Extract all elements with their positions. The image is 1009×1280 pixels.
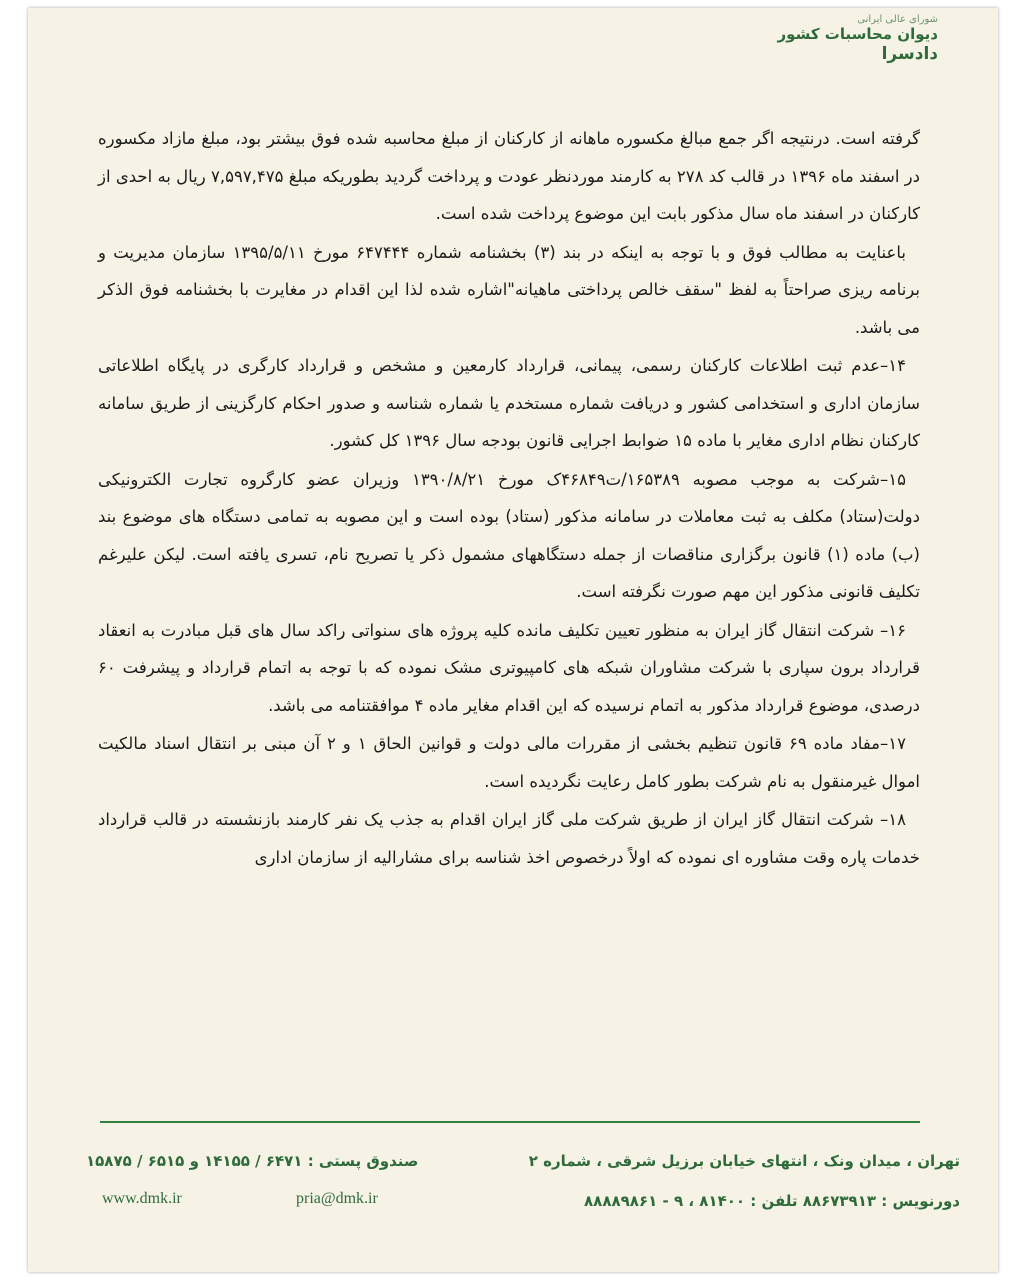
department-name: دادسرا [881, 44, 938, 64]
footer-po-box: صندوق پستی : ۶۴۷۱ / ۱۴۱۵۵ و ۶۵۱۵ / ۱۵۸۷۵ [86, 1152, 419, 1170]
letterhead-top-line: شورای عالی ایرانی [857, 14, 938, 25]
footer-divider [100, 1121, 920, 1123]
letterhead-footer [48, 1144, 978, 1224]
paragraph-item-17: ۱۷–مفاد ماده ۶۹ قانون تنظیم بخشی از مقررات مالی دولت و قوانین الحاق ۱ و ۲ آن مبنی بر انتقال اسناد مالکیت اموال غیرمنقول به نام شرکت بطور کامل رعایت نگردیده است. [98, 734, 920, 791]
footer-email: pria@dmk.ir [296, 1190, 378, 1207]
footer-phone-fax: دورنویس : ۸۸۶۷۳۹۱۳ تلفن : ۸۱۴۰۰ ، ۹ - ۸۸۸۸۹۸۶۱ [584, 1192, 960, 1210]
paragraph-item-16: ۱۶– شرکت انتقال گاز ایران به منظور تعیین تکلیف مانده کلیه پروژه های سنواتی راکد سال های قبل مبادرت به انعقاد قرارداد برون سپاری با شرکت مشاوران شبکه های کامپیوتری مشک نموده که با توجه به اتمام قرارداد و پیشرفت ۶۰ درصدی، موضوع قرارداد مذکور به اتمام نرسیده که این اقدام مغایر ماده ۴ موافقتنامه می باشد. [98, 620, 920, 715]
organization-name: دیوان محاسبات کشور [777, 25, 938, 43]
paragraph-item-14: ۱۴–عدم ثبت اطلاعات کارکنان رسمی، پیمانی، قرارداد کارمعین و مشخص و قرارداد کارگری در پایگاه اطلاعاتی سازمان اداری و استخدامی کشور و دریافت شماره مستخدم یا شماره شناسه و صدور احکام کارگزینی از طریق سامانه کارکنان نظام اداری مغایر با ماده ۱۵ ضوابط اجرایی قانون بودجه سال ۱۳۹۶ کل کشور. [98, 356, 920, 450]
letterhead-header [698, 14, 938, 65]
document-page [28, 8, 998, 1272]
paragraph-item-18: ۱۸– شرکت انتقال گاز ایران از طریق شرکت ملی گاز ایران اقدام به جذب یک نفر کارمند بازنشسته در قالب قرارداد خدمات پاره وقت مشاوره ای نموده که اولاً درخصوص اخذ شناسه برای مشارالیه از سازمان اداری [98, 810, 920, 867]
paragraph-continuation: گرفته است. درنتیجه اگر جمع مبالغ مکسوره ماهانه از کارکنان از مبلغ محاسبه شده فوق بیشتر بود، مبلغ مازاد مکسوره در اسفند ماه ۱۳۹۶ در قالب کد ۲۷۸ به کارمند موردنظر عودت و پرداخت گردید بطوریکه مبلغ ۷,۵۹۷,۴۷۵ ریال به احدی از کارکنان در اسفند ماه سال مذکور بابت این موضوع پرداخت شده است. [98, 129, 920, 223]
footer-website: www.dmk.ir [102, 1190, 182, 1207]
paragraph-item-15: ۱۵–شرکت به موجب مصوبه ۱۶۵۳۸۹/ت۴۶۸۴۹ک مورخ ۱۳۹۰/۸/۲۱ وزیران عضو کارگروه تجارت الکترونیکی دولت(ستاد) مکلف به ثبت معاملات در سامانه مذکور (ستاد) بوده است و این مصوبه به تمامی دستگاه های موضوع بند (ب) ماده (۱) قانون برگزاری مناقصات از جمله دستگاههای مشمول ذکر یا تصریح نام، تسری یافته است. لیکن علیرغم تکلیف قانونی مذکور این مهم صورت نگرفته است. [98, 469, 920, 601]
document-body [98, 120, 920, 877]
paragraph-conclusion: باعنایت به مطالب فوق و با توجه به اینکه در بند (۳) بخشنامه شماره ۶۴۷۴۴۴ مورخ ۱۳۹۵/۵/۱۱ سازمان مدیریت و برنامه ریزی صراحتاً به لفظ "سقف خالص پرداختی ماهیانه"اشاره شده لذا این اقدام در مغایرت با بخشنامه فوق الذکر می باشد. [98, 242, 920, 337]
footer-address: تهران ، میدان ونک ، انتهای خیابان برزیل شرقی ، شماره ۲ [528, 1152, 960, 1170]
